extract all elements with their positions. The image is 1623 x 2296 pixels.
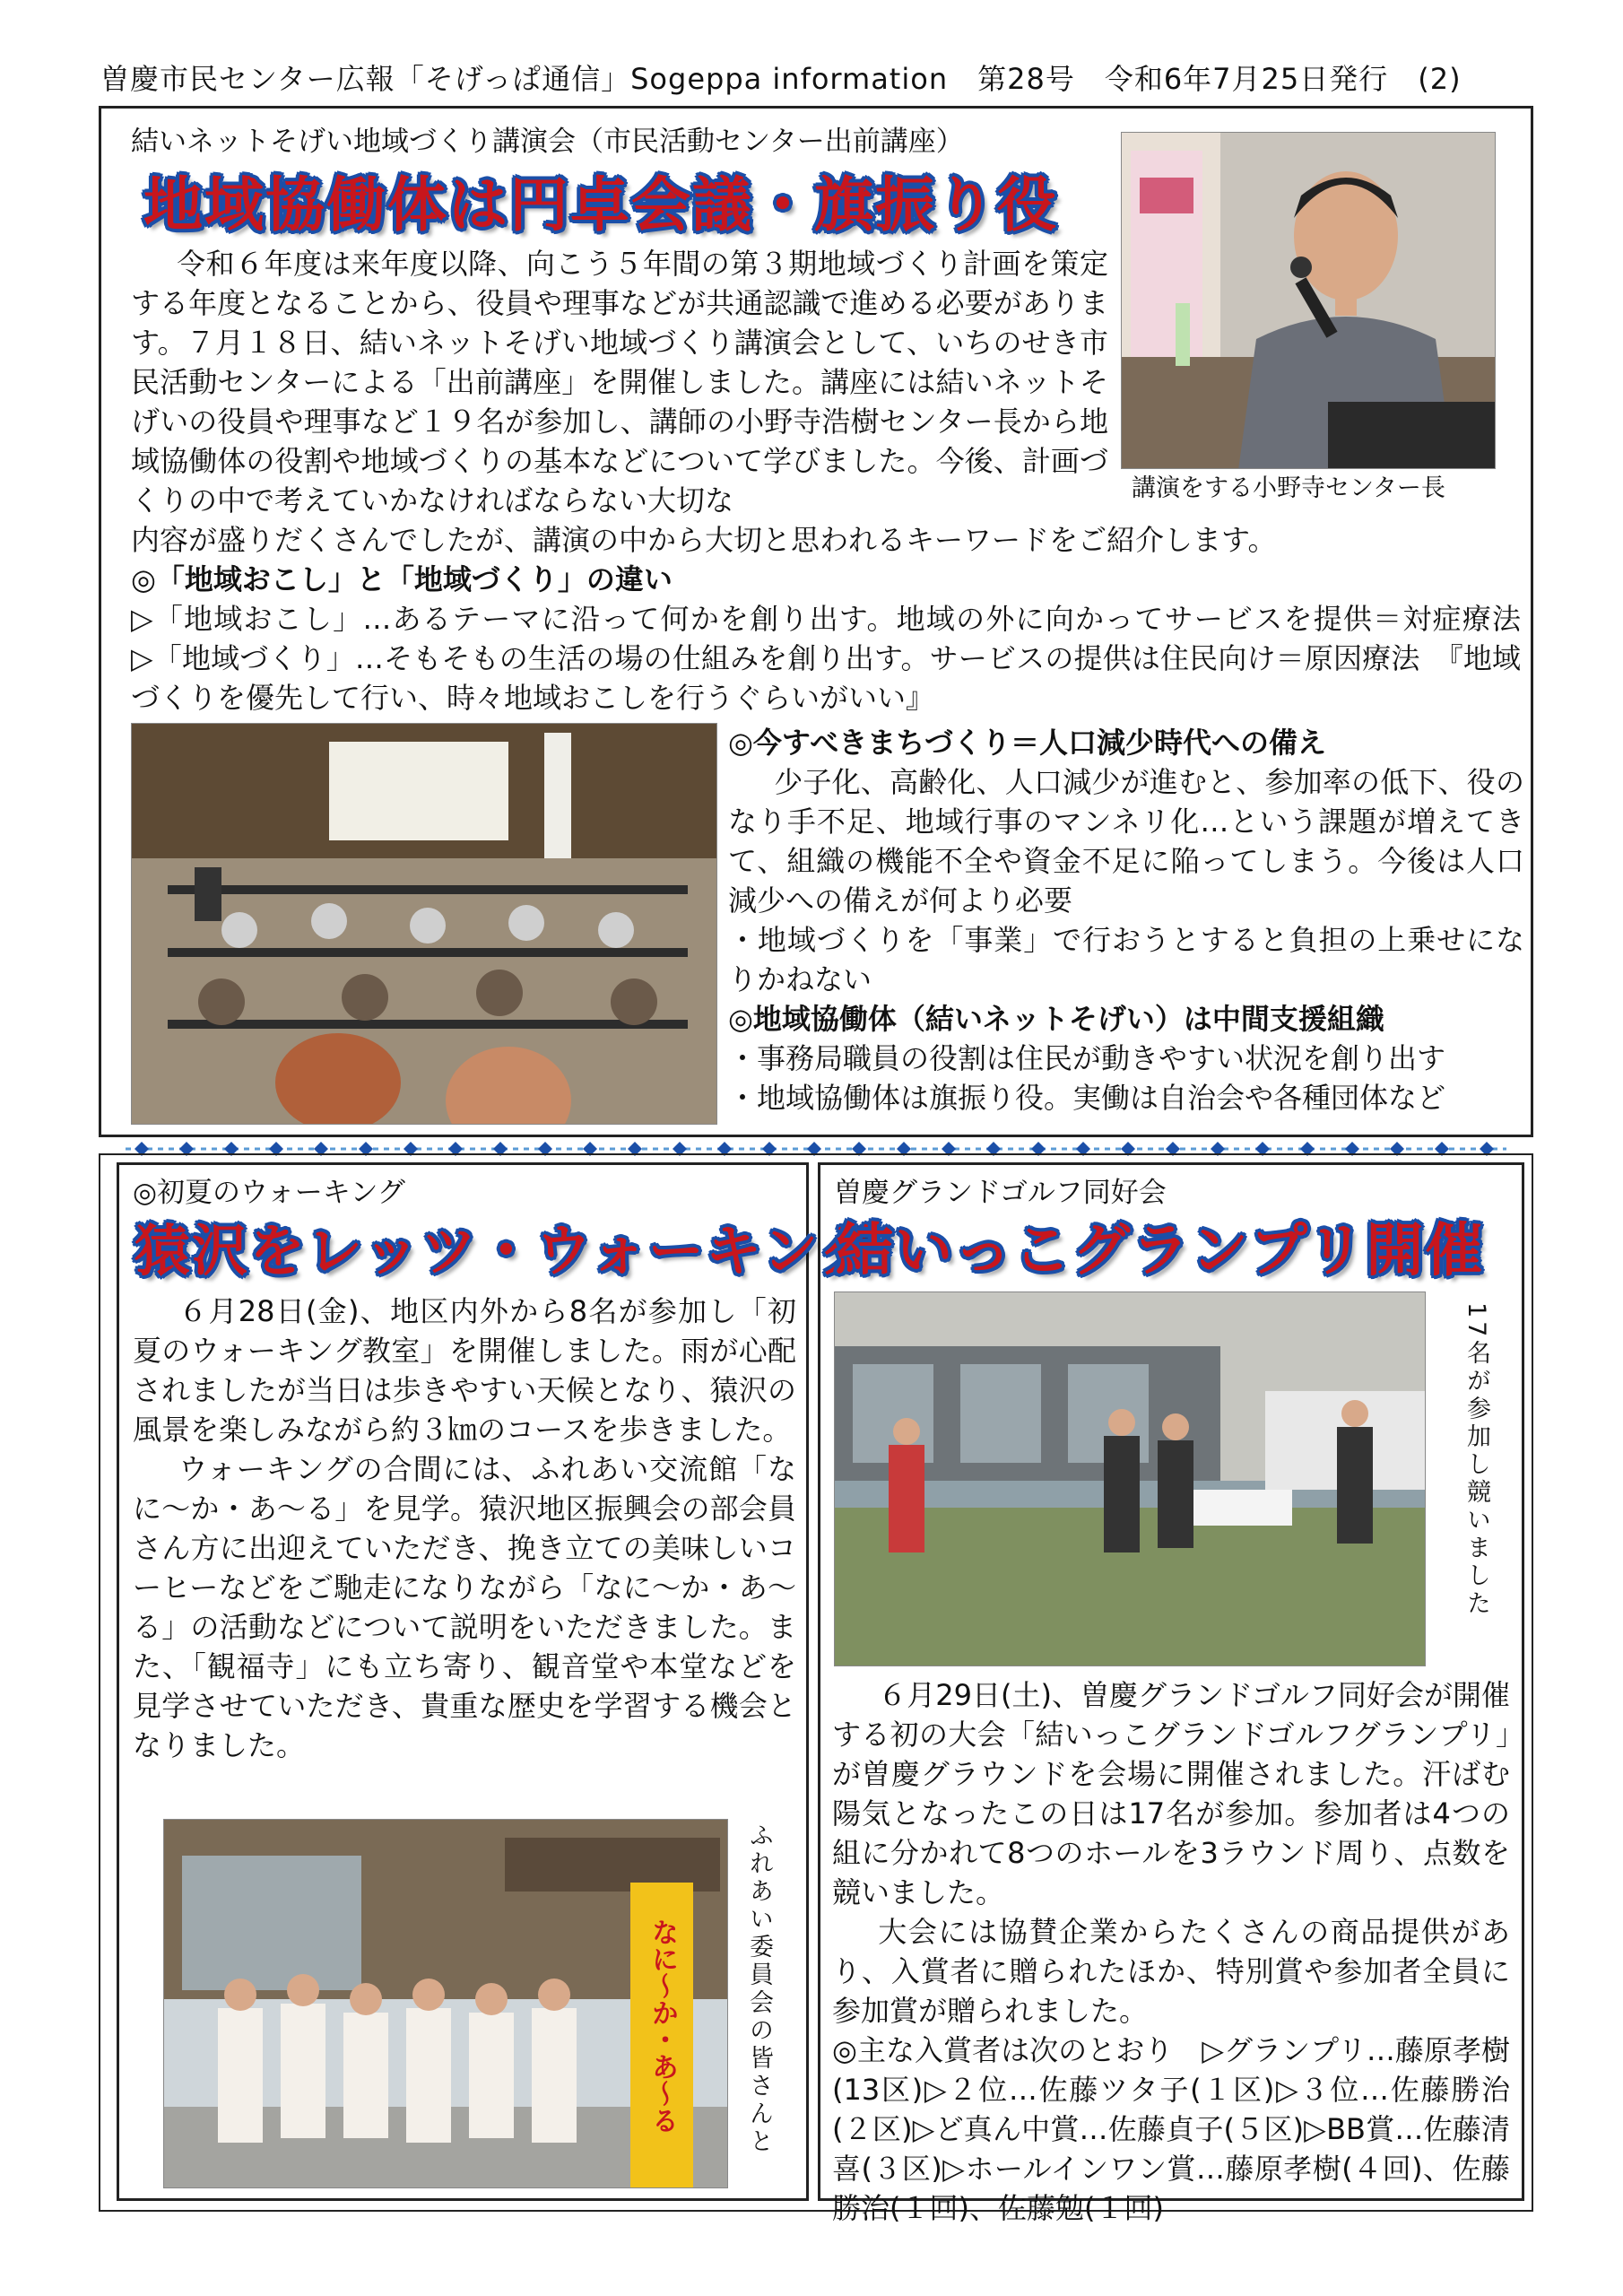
section3-bullet-1: ・事務局職員の役割は住民が動きやすい状況を創り出す <box>728 1041 1446 1075</box>
section1-title: ◎「地域おこし」と「地域づくり」の違い <box>131 562 673 596</box>
golf-para-1: ６月29日(土)、曽慶グランドゴルフ同好会が開催する初の大会「結いっこグランドゴルフグランプリ」が曽慶グラウンドを会場に開催されました。汗ばむ陽気となったこの日は17名が参加。参加者は4つの組に分かれて8つのホールを3ラウンド周り、点数を競いました。 <box>832 1678 1510 1909</box>
golf-winners: ◎主な入賞者は次のとおり ▷グランプリ…藤原孝樹(13区)▷２位…佐藤ツタ子(１区)▷３位…佐藤勝治(２区)▷ど真ん中賞…佐藤貞子(５区)▷BB賞…佐藤清喜(３区)▷ホールインワン賞…藤原孝樹(４回)、佐藤勝治(１回)、佐藤勉(１回) <box>832 2033 1510 2225</box>
section2-body: 少子化、高齢化、人口減少が進むと、参加率の低下、役のなり手不足、地域行事のマンネリ化…という課題が増えてきて、組織の機能不全や資金不足に陥ってしまう。今後は人口減少への備えが何より必要 <box>728 765 1524 918</box>
section2-title: ◎今すべきまちづくり＝人口減少時代への備え <box>728 726 1326 760</box>
speaker-photo <box>1121 132 1496 469</box>
section3-bullet-2: ・地域協働体は旗振り役。実働は自治会や各種団体など <box>728 1081 1446 1115</box>
walking-group-photo <box>163 1819 728 2188</box>
golf-photo <box>834 1292 1426 1666</box>
section3-title: ◎地域協働体（結いネットそげい）は中間支援組織 <box>728 1002 1384 1036</box>
walking-photo-caption: ふれあい委員会の皆さんと <box>745 1822 773 2156</box>
section1-body: ▷「地域おこし」…あるテーマに沿って何かを創り出す。地域の外に向かってサービスを提供＝対症療法 ▷「地域づくり」…そもそもの生活の場の仕組みを創り出す。サービスの提供は住民向け＝原因療法 『地域づくりを優先して行い、時々地域おこしを行うぐらいがいい』 <box>131 602 1550 715</box>
lecture-kicker: 結いネットそげい地域づくり講演会（市民活動センター出前講座） <box>131 126 964 158</box>
walking-para-2: ウォーキングの合間には、ふれあい交流館「なに～か・あ～る」を見学。猿沢地区振興会の部会員さん方に出迎えていただき、挽き立ての美味しいコーヒーなどをご馳走になりながら「なに～か・あ～る」の活動などについて説明をいただきました。また、「観福寺」にも立ち寄り、観音堂や本堂などを見学させていただき、貴重な歴史を学習する機会となりました。 <box>133 1452 796 1762</box>
lecture-intro-text: 令和６年度は来年度以降、向こう５年間の第３期地域づくり計画を策定する年度となることから、役員や理事などが共通認識で進める必要があります。７月１８日、結いネットそげい地域づくり講演会として、いちのせき市民活動センターによる「出前講座」を開催しました。講座には結いネットそげいの役員や理事など１９名が参加し、講師の小野寺浩樹センター長から地域協働体の役割や地域づくりの基本などについて学びました。今後、計画づくりの中で考えていかなければならない大切な <box>131 247 1108 517</box>
section2-bullet: ・地域づくりを「事業」で行おうとすると負担の上乗せになりかねない <box>728 923 1524 996</box>
lecture-headline: 地域協働体は円卓会議・旗振り役 <box>143 170 1058 239</box>
golf-kicker: 曽慶グランドゴルフ同好会 <box>834 1177 1167 1209</box>
walking-kicker: ◎初夏のウォーキング <box>133 1177 405 1209</box>
walking-headline: 猿沢をレッツ・ウォーキング <box>135 1218 877 1283</box>
nanika-aru-banner: なに～か・あ～る <box>647 1918 678 2134</box>
lecture-section1 <box>131 560 1550 718</box>
audience-photo <box>131 723 717 1125</box>
walking-body <box>133 1292 796 1765</box>
lecture-intro-tail: 内容が盛りだくさんでしたが、講演の中から大切と思われるキーワードをご紹介します。 <box>131 523 1277 557</box>
newsletter-header: 曽慶市民センター広報「そげっぱ通信」Sogeppa information 第28号 令和6年7月25日発行 (2) <box>100 62 1462 96</box>
speaker-photo-caption: 講演をする小野寺センター長 <box>1132 474 1445 502</box>
lecture-intro-top <box>131 244 1108 520</box>
golf-body <box>832 1675 1510 2228</box>
lecture-section2 <box>728 723 1524 1118</box>
golf-para-2: 大会には協賛企業からたくさんの商品提供があり、入賞者に贈られたほか、特別賞や参加者全員に参加賞が贈られました。 <box>832 1915 1510 2028</box>
golf-photo-caption: 17名が参加し競いました <box>1462 1302 1490 1619</box>
walking-para-1: ６月28日(金)、地区内外から8名が参加し「初夏のウォーキング教室」を開催しました。雨が心配されましたが当日は歩きやすい天候となり、猿沢の風景を楽しみながら約３㎞のコースを歩きました。 <box>133 1294 796 1447</box>
golf-headline: 結いっこグランプリ開催 <box>836 1218 1485 1284</box>
